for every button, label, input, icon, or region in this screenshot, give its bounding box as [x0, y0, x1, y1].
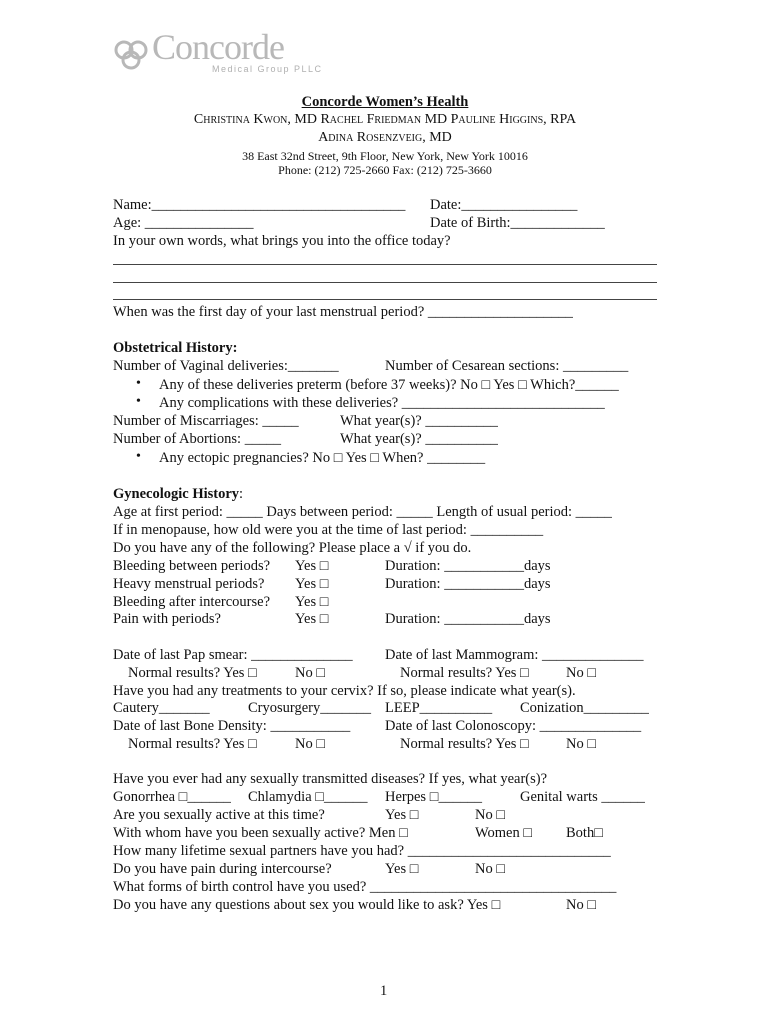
genital-warts-field[interactable]: Genital warts ______ [520, 789, 645, 805]
symptom-duration-field[interactable]: Duration: ___________days [385, 576, 551, 592]
cesarean-field[interactable]: Number of Cesarean sections: _________ [385, 358, 629, 374]
pap-normal-no[interactable]: No □ [295, 665, 326, 681]
gonorrhea-field[interactable]: Gonorrhea □______ [113, 789, 231, 805]
gyn-heading: Gynecologic History: [113, 486, 244, 502]
phone-fax: Phone: (212) 725-2660 Fax: (212) 725-3660 [278, 163, 492, 177]
address: 38 East 32nd Street, 9th Floor, New York, New York 10016 [242, 149, 528, 163]
bullet-icon: • [136, 394, 141, 409]
logo-knot-icon [112, 36, 156, 76]
doctors-line-2: Adina Rosenzveig, MD [318, 130, 452, 145]
page-title: Concorde Women’s Health [301, 94, 469, 110]
vaginal-deliveries-field[interactable]: Number of Vaginal deliveries:_______ [113, 358, 339, 374]
concorde-logo [112, 27, 342, 78]
colonoscopy-field[interactable]: Date of last Colonoscopy: ______________ [385, 718, 642, 734]
preterm-question[interactable]: Any of these deliveries preterm (before 37 weeks)? No □ Yes □ Which?______ [159, 377, 619, 393]
logo-subtitle: Medical Group PLLC [212, 64, 323, 74]
sexually-active-question: Are you sexually active at this time? [113, 807, 325, 823]
abortions-field[interactable]: Number of Abortions: _____ [113, 431, 281, 447]
partners-count-field[interactable]: How many lifetime sexual partners have you had? ____________________________ [113, 843, 611, 859]
sex-questions-yes[interactable]: Do you have any questions about sex you would like to ask? Yes □ [113, 897, 501, 913]
symptom-label: Pain with periods? [113, 611, 221, 627]
answer-line-2[interactable] [113, 282, 657, 283]
partner-gender-men[interactable]: With whom have you been sexually active? Men □ [113, 825, 408, 841]
lmp-field[interactable]: When was the first day of your last menstrual period? ____________________ [113, 304, 573, 320]
partner-gender-women[interactable]: Women □ [475, 825, 533, 841]
colonoscopy-normal-yes[interactable]: Normal results? Yes □ [400, 736, 529, 752]
cervix-treatment-question: Have you had any treatments to your cervix? If so, please indicate what year(s). [113, 683, 576, 699]
answer-line-1[interactable] [113, 264, 657, 265]
colonoscopy-normal-no[interactable]: No □ [566, 736, 597, 752]
bullet-icon: • [136, 376, 141, 391]
cautery-field[interactable]: Cautery_______ [113, 700, 210, 716]
symptom-label: Heavy menstrual periods? [113, 576, 265, 592]
symptom-yes-checkbox[interactable]: Yes □ [295, 594, 329, 610]
date-field[interactable]: Date:________________ [430, 197, 578, 213]
miscarriages-field[interactable]: Number of Miscarriages: _____ [113, 413, 299, 429]
answer-line-3[interactable] [113, 299, 657, 300]
name-field[interactable]: Name:___________________________________ [113, 197, 406, 213]
cryosurgery-field[interactable]: Cryosurgery_______ [248, 700, 371, 716]
conization-field[interactable]: Conization_________ [520, 700, 649, 716]
symptom-duration-field[interactable]: Duration: ___________days [385, 558, 551, 574]
obstetric-heading: Obstetrical History: [113, 340, 238, 356]
pap-smear-field[interactable]: Date of last Pap smear: ______________ [113, 647, 353, 663]
std-question: Have you ever had any sexually transmitted diseases? If yes, what year(s)? [113, 771, 548, 787]
reason-question: In your own words, what brings you into the office today? [113, 233, 451, 249]
pain-no-checkbox[interactable]: No □ [475, 861, 506, 877]
abortion-years-field[interactable]: What year(s)? __________ [340, 431, 498, 447]
pap-normal-yes[interactable]: Normal results? Yes □ [128, 665, 257, 681]
following-instruction: Do you have any of the following? Please place a √ if you do. [113, 540, 472, 556]
bone-normal-yes[interactable]: Normal results? Yes □ [128, 736, 257, 752]
herpes-field[interactable]: Herpes □______ [385, 789, 482, 805]
ectopic-question[interactable]: Any ectopic pregnancies? No □ Yes □ When? ________ [159, 450, 486, 466]
miscarriage-years-field[interactable]: What year(s)? __________ [340, 413, 498, 429]
mammogram-normal-yes[interactable]: Normal results? Yes □ [400, 665, 529, 681]
chlamydia-field[interactable]: Chlamydia □______ [248, 789, 368, 805]
birth-control-field[interactable]: What forms of birth control have you used? __________________________________ [113, 879, 617, 895]
pain-intercourse-question: Do you have pain during intercourse? [113, 861, 332, 877]
mammogram-field[interactable]: Date of last Mammogram: ______________ [385, 647, 644, 663]
page-number: 1 [380, 983, 388, 999]
partner-gender-both[interactable]: Both□ [566, 825, 603, 841]
leep-field[interactable]: LEEP__________ [385, 700, 493, 716]
bone-normal-no[interactable]: No □ [295, 736, 326, 752]
active-yes-checkbox[interactable]: Yes □ [385, 807, 419, 823]
logo-name: Concorde [152, 27, 284, 67]
first-period-row[interactable]: Age at first period: _____ Days between period: _____ Length of usual period: _____ [113, 504, 612, 520]
bullet-icon: • [136, 449, 141, 464]
symptom-label: Bleeding after intercourse? [113, 594, 271, 610]
sex-questions-no[interactable]: No □ [566, 897, 597, 913]
age-field[interactable]: Age: _______________ [113, 215, 254, 231]
symptom-yes-checkbox[interactable]: Yes □ [295, 558, 329, 574]
complications-field[interactable]: Any complications with these deliveries? ____________________________ [159, 395, 605, 411]
pain-yes-checkbox[interactable]: Yes □ [385, 861, 419, 877]
dob-field[interactable]: Date of Birth:_____________ [430, 215, 605, 231]
symptom-label: Bleeding between periods? [113, 558, 271, 574]
symptom-duration-field[interactable]: Duration: ___________days [385, 611, 551, 627]
doctors-line-1: Christina Kwon, MD Rachel Friedman MD Pauline Higgins, RPA [193, 112, 577, 127]
symptom-yes-checkbox[interactable]: Yes □ [295, 611, 329, 627]
active-no-checkbox[interactable]: No □ [475, 807, 506, 823]
symptom-yes-checkbox[interactable]: Yes □ [295, 576, 329, 592]
mammogram-normal-no[interactable]: No □ [566, 665, 597, 681]
bone-density-field[interactable]: Date of last Bone Density: ___________ [113, 718, 351, 734]
menopause-field[interactable]: If in menopause, how old were you at the time of last period: __________ [113, 522, 544, 538]
